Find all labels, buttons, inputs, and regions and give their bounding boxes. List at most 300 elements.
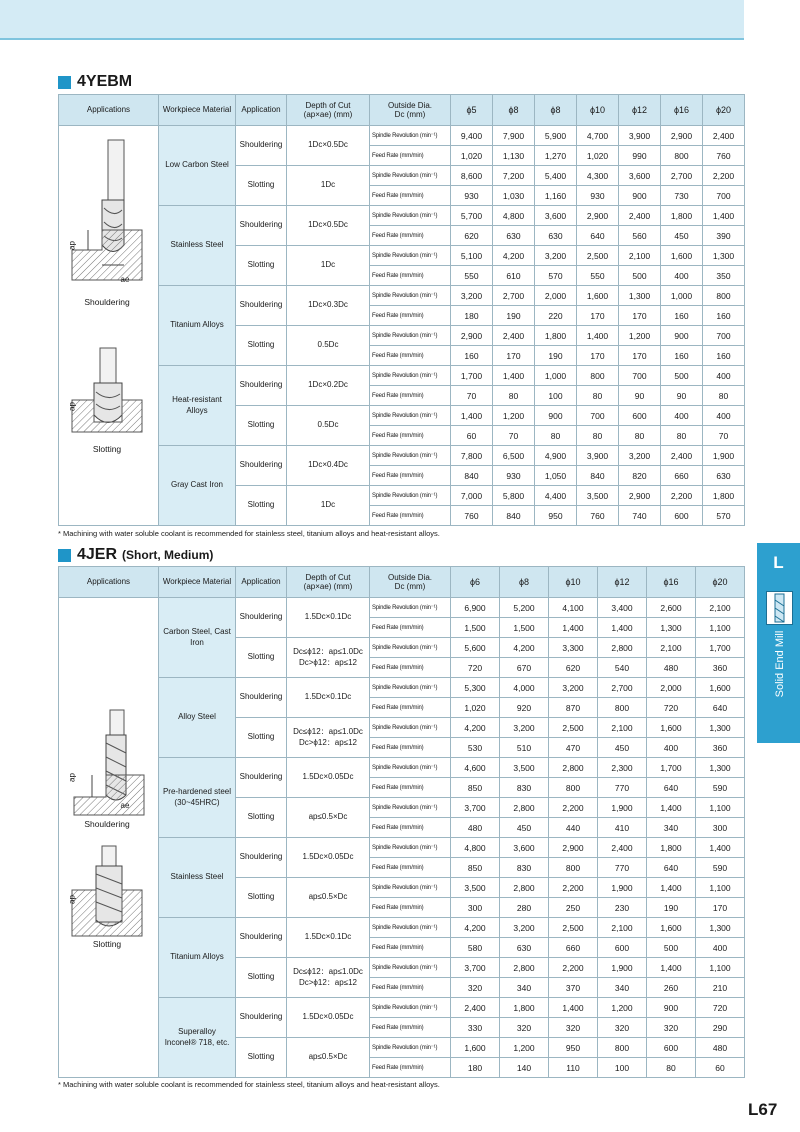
table-row: [59, 918, 745, 938]
depth-line: Dc>ϕ12：ap≤12: [298, 977, 357, 987]
spindle-value: 2,200: [661, 486, 703, 506]
category-side-tab[interactable]: [757, 543, 800, 743]
table-row: [59, 126, 745, 146]
ae-label: ae: [120, 275, 130, 284]
feed-value: 90: [619, 386, 661, 406]
section-marker-icon: [58, 76, 71, 89]
feed-value: 640: [647, 858, 696, 878]
feed-value: 760: [577, 506, 619, 526]
spindle-value: 2,400: [451, 998, 500, 1018]
depth-line: 1Dc×0.5Dc: [308, 140, 348, 150]
spindle-value: 3,400: [598, 598, 647, 618]
spindle-revolution-label: Spindle Revolution (min⁻¹): [370, 598, 451, 618]
application-cell: Shouldering: [236, 286, 287, 326]
depth-of-cut-cell: [287, 918, 370, 958]
spindle-revolution-label: Spindle Revolution (min⁻¹): [370, 126, 451, 146]
feed-rate-label: Feed Rate (mm/min): [370, 698, 451, 718]
header-depth-line1: Depth of Cut: [305, 572, 351, 582]
spindle-value: 700: [577, 406, 619, 426]
material-line: Pre-hardened steel: [162, 787, 232, 797]
depth-of-cut-cell: [287, 598, 370, 638]
table-row: [59, 598, 745, 618]
spindle-value: 1,000: [535, 366, 577, 386]
application-cell: Shouldering: [236, 598, 287, 638]
depth-of-cut-cell: [287, 206, 370, 246]
spindle-revolution-label: Spindle Revolution (min⁻¹): [370, 286, 451, 306]
spindle-value: 3,200: [619, 446, 661, 466]
feed-value: 400: [647, 738, 696, 758]
spindle-revolution-label: Spindle Revolution (min⁻¹): [370, 1038, 451, 1058]
feed-value: 1,020: [577, 146, 619, 166]
feed-value: 700: [703, 186, 745, 206]
spindle-value: 1,100: [696, 958, 745, 978]
material-line: Stainless Steel: [170, 872, 224, 882]
spindle-value: 3,500: [451, 878, 500, 898]
depth-of-cut-cell: [287, 446, 370, 486]
figure-label-shouldering: Shouldering: [84, 297, 130, 307]
depth-of-cut-cell: [287, 126, 370, 166]
feed-value: 480: [647, 658, 696, 678]
figure-label-slotting: Slotting: [92, 939, 122, 949]
feed-value: 90: [661, 386, 703, 406]
table-row: [59, 758, 745, 778]
depth-line: 1.5Dc×0.05Dc: [302, 772, 354, 782]
feed-value: 340: [647, 818, 696, 838]
feed-value: 290: [696, 1018, 745, 1038]
spindle-value: 5,100: [451, 246, 493, 266]
cutting-conditions-table-4jer: [58, 566, 745, 1078]
feed-value: 170: [619, 346, 661, 366]
feed-value: 250: [549, 898, 598, 918]
spindle-revolution-label: Spindle Revolution (min⁻¹): [370, 878, 451, 898]
feed-value: 340: [500, 978, 549, 998]
feed-value: 760: [451, 506, 493, 526]
header-diameter: ϕ16: [661, 95, 703, 126]
feed-value: 320: [598, 1018, 647, 1038]
depth-line: ap≤0.5×Dc: [308, 812, 348, 822]
feed-value: 500: [647, 938, 696, 958]
depth-line: 0.5Dc: [317, 340, 339, 350]
spindle-value: 2,200: [549, 958, 598, 978]
feed-value: 360: [696, 738, 745, 758]
header-diameter: ϕ10: [549, 567, 598, 598]
header-application: Application: [236, 567, 287, 598]
header-depth-of-cut: [287, 95, 370, 126]
spindle-value: 3,600: [619, 166, 661, 186]
feed-value: 170: [577, 346, 619, 366]
spindle-value: 700: [703, 326, 745, 346]
feed-value: 400: [661, 266, 703, 286]
spindle-value: 1,300: [696, 758, 745, 778]
feed-rate-label: Feed Rate (mm/min): [370, 1058, 451, 1078]
spindle-value: 3,200: [500, 918, 549, 938]
depth-line: Dc≤ϕ12：ap≤1.0Dc: [293, 647, 363, 657]
figure-label-slotting: Slotting: [92, 444, 122, 454]
feed-value: 320: [647, 1018, 696, 1038]
category-label: Solid End Mill: [774, 630, 786, 698]
feed-value: 550: [451, 266, 493, 286]
workpiece-material-cell: [159, 126, 236, 206]
workpiece-material-cell: [159, 758, 236, 838]
feed-value: 80: [619, 426, 661, 446]
applications-illustration-cell: [59, 598, 159, 1078]
spindle-value: 500: [661, 366, 703, 386]
spindle-value: 1,800: [703, 486, 745, 506]
feed-value: 630: [500, 938, 549, 958]
spindle-revolution-label: Spindle Revolution (min⁻¹): [370, 406, 451, 426]
header-od-line2: Dc (mm): [394, 110, 426, 119]
feed-value: 100: [598, 1058, 647, 1078]
feed-value: 800: [549, 778, 598, 798]
spindle-value: 800: [577, 366, 619, 386]
page-number: L67: [748, 1100, 778, 1119]
feed-value: 840: [577, 466, 619, 486]
spindle-value: 1,000: [661, 286, 703, 306]
spindle-value: 3,200: [500, 718, 549, 738]
feed-rate-label: Feed Rate (mm/min): [370, 306, 451, 326]
feed-value: 1,100: [696, 618, 745, 638]
section-title-4yebm: [58, 73, 132, 91]
header-diameter: ϕ20: [696, 567, 745, 598]
feed-value: 640: [647, 778, 696, 798]
depth-of-cut-cell: [287, 486, 370, 526]
application-cell: Slotting: [236, 406, 287, 446]
material-line: Alloys: [186, 405, 208, 415]
application-cell: Shouldering: [236, 366, 287, 406]
feed-value: 470: [549, 738, 598, 758]
header-od-line1: Outside Dia.: [387, 100, 433, 110]
feed-value: 510: [500, 738, 549, 758]
spindle-value: 7,000: [451, 486, 493, 506]
feed-value: 740: [619, 506, 661, 526]
feed-value: 600: [661, 506, 703, 526]
spindle-value: 2,400: [661, 446, 703, 466]
feed-value: 170: [696, 898, 745, 918]
spindle-value: 2,800: [500, 958, 549, 978]
feed-value: 1,400: [549, 618, 598, 638]
feed-value: 620: [451, 226, 493, 246]
spindle-value: 1,700: [451, 366, 493, 386]
spindle-value: 480: [696, 1038, 745, 1058]
depth-of-cut-cell: [287, 638, 370, 678]
feed-value: 900: [619, 186, 661, 206]
spindle-value: 1,700: [647, 758, 696, 778]
material-line: Alloy Steel: [178, 712, 216, 722]
coolant-note: * Machining with water soluble coolant is recommended for stainless steel, titanium alloys and heat-resistant alloys.: [58, 1080, 440, 1089]
spindle-value: 400: [703, 406, 745, 426]
feed-value: 330: [451, 1018, 500, 1038]
feed-value: 140: [500, 1058, 549, 1078]
feed-value: 800: [549, 858, 598, 878]
spindle-value: 3,300: [549, 638, 598, 658]
feed-value: 870: [549, 698, 598, 718]
feed-value: 60: [696, 1058, 745, 1078]
figure-label-shouldering: Shouldering: [84, 819, 130, 829]
feed-value: 300: [696, 818, 745, 838]
spindle-value: 2,900: [661, 126, 703, 146]
spindle-value: 2,500: [549, 718, 598, 738]
header-application: Application: [236, 95, 287, 126]
spindle-value: 2,800: [598, 638, 647, 658]
feed-value: 180: [451, 306, 493, 326]
section-title-text: 4YEBM: [77, 73, 133, 90]
table-row: [59, 678, 745, 698]
feed-value: 320: [549, 1018, 598, 1038]
header-diameter: ϕ8: [493, 95, 535, 126]
spindle-value: 4,300: [577, 166, 619, 186]
feed-value: 80: [493, 386, 535, 406]
shouldering-diagram-icon: [62, 130, 152, 290]
depth-line: 1Dc×0.4Dc: [308, 460, 348, 470]
feed-value: 70: [451, 386, 493, 406]
spindle-value: 2,000: [535, 286, 577, 306]
spindle-value: 2,600: [647, 598, 696, 618]
feed-value: 930: [493, 466, 535, 486]
spindle-value: 1,300: [619, 286, 661, 306]
header-depth-line2: (ap×ae) (mm): [303, 110, 353, 119]
feed-value: 410: [598, 818, 647, 838]
feed-value: 1,030: [493, 186, 535, 206]
depth-line: ap≤0.5×Dc: [308, 1052, 348, 1062]
spindle-value: 4,000: [500, 678, 549, 698]
spindle-value: 400: [661, 406, 703, 426]
feed-value: 170: [577, 306, 619, 326]
spindle-revolution-label: Spindle Revolution (min⁻¹): [370, 166, 451, 186]
table-row: [59, 366, 745, 386]
spindle-revolution-label: Spindle Revolution (min⁻¹): [370, 798, 451, 818]
spindle-revolution-label: Spindle Revolution (min⁻¹): [370, 366, 451, 386]
workpiece-material-cell: [159, 678, 236, 758]
feed-value: 160: [661, 346, 703, 366]
table-header-row: [59, 567, 745, 598]
feed-value: 630: [535, 226, 577, 246]
spindle-revolution-label: Spindle Revolution (min⁻¹): [370, 246, 451, 266]
spindle-value: 950: [549, 1038, 598, 1058]
feed-rate-label: Feed Rate (mm/min): [370, 266, 451, 286]
application-cell: Shouldering: [236, 838, 287, 878]
depth-of-cut-cell: [287, 406, 370, 446]
spindle-value: 3,900: [577, 446, 619, 466]
spindle-value: 4,200: [451, 918, 500, 938]
spindle-value: 900: [661, 326, 703, 346]
feed-value: 100: [535, 386, 577, 406]
section-title-4jer: [58, 546, 213, 564]
depth-line: 1.5Dc×0.1Dc: [304, 692, 352, 702]
feed-value: 280: [500, 898, 549, 918]
spindle-value: 4,400: [535, 486, 577, 506]
spindle-value: 1,900: [598, 878, 647, 898]
feed-value: 1,300: [647, 618, 696, 638]
application-cell: Slotting: [236, 246, 287, 286]
header-diameter: ϕ6: [451, 567, 500, 598]
feed-value: 840: [493, 506, 535, 526]
feed-value: 260: [647, 978, 696, 998]
spindle-value: 2,900: [619, 486, 661, 506]
table-header-row: [59, 95, 745, 126]
feed-value: 590: [696, 858, 745, 878]
feed-value: 1,270: [535, 146, 577, 166]
spindle-value: 3,500: [577, 486, 619, 506]
feed-value: 930: [577, 186, 619, 206]
application-cell: Slotting: [236, 1038, 287, 1078]
spindle-value: 5,300: [451, 678, 500, 698]
feed-value: 160: [661, 306, 703, 326]
spindle-value: 720: [696, 998, 745, 1018]
feed-value: 1,130: [493, 146, 535, 166]
spindle-value: 3,600: [500, 838, 549, 858]
spindle-value: 2,200: [549, 798, 598, 818]
feed-value: 630: [493, 226, 535, 246]
spindle-value: 2,900: [577, 206, 619, 226]
feed-value: 850: [451, 858, 500, 878]
spindle-value: 4,100: [549, 598, 598, 618]
material-line: Stainless Steel: [170, 240, 224, 250]
spindle-value: 2,000: [647, 678, 696, 698]
spindle-value: 1,400: [493, 366, 535, 386]
application-cell: Shouldering: [236, 918, 287, 958]
feed-value: 830: [500, 778, 549, 798]
feed-value: 570: [703, 506, 745, 526]
header-diameter: ϕ8: [535, 95, 577, 126]
spindle-revolution-label: Spindle Revolution (min⁻¹): [370, 998, 451, 1018]
feed-value: 370: [549, 978, 598, 998]
spindle-value: 900: [535, 406, 577, 426]
spindle-value: 1,600: [451, 1038, 500, 1058]
depth-line: ap≤0.5×Dc: [308, 892, 348, 902]
feed-value: 440: [549, 818, 598, 838]
ap-label: ap: [67, 895, 77, 904]
workpiece-material-cell: [159, 918, 236, 998]
spindle-value: 2,400: [703, 126, 745, 146]
spindle-value: 3,600: [535, 206, 577, 226]
spindle-value: 4,200: [500, 638, 549, 658]
material-line: Low Carbon Steel: [165, 160, 229, 170]
ap-label: ap: [67, 241, 77, 250]
header-workpiece-material: Workpiece Material: [159, 95, 236, 126]
depth-line: 1Dc×0.3Dc: [308, 300, 348, 310]
depth-of-cut-cell: [287, 798, 370, 838]
material-line: Titanium Alloys: [170, 952, 224, 962]
spindle-value: 700: [619, 366, 661, 386]
feed-value: 640: [696, 698, 745, 718]
spindle-value: 4,800: [493, 206, 535, 226]
feed-value: 450: [598, 738, 647, 758]
feed-value: 70: [703, 426, 745, 446]
feed-rate-label: Feed Rate (mm/min): [370, 1018, 451, 1038]
spindle-revolution-label: Spindle Revolution (min⁻¹): [370, 446, 451, 466]
header-diameter: ϕ12: [598, 567, 647, 598]
spindle-revolution-label: Spindle Revolution (min⁻¹): [370, 678, 451, 698]
spindle-value: 1,400: [696, 838, 745, 858]
depth-line: 1Dc×0.5Dc: [308, 220, 348, 230]
spindle-value: 4,600: [451, 758, 500, 778]
feed-value: 1,020: [451, 146, 493, 166]
feed-value: 340: [598, 978, 647, 998]
depth-of-cut-cell: [287, 286, 370, 326]
header-diameter: ϕ10: [577, 95, 619, 126]
application-cell: Slotting: [236, 958, 287, 998]
depth-of-cut-cell: [287, 958, 370, 998]
header-outside-dia: [370, 95, 451, 126]
feed-value: 920: [500, 698, 549, 718]
spindle-value: 3,700: [451, 798, 500, 818]
spindle-revolution-label: Spindle Revolution (min⁻¹): [370, 326, 451, 346]
application-cell: Shouldering: [236, 758, 287, 798]
feed-rate-label: Feed Rate (mm/min): [370, 738, 451, 758]
feed-rate-label: Feed Rate (mm/min): [370, 146, 451, 166]
feed-value: 80: [577, 386, 619, 406]
feed-value: 550: [577, 266, 619, 286]
spindle-value: 1,400: [703, 206, 745, 226]
application-cell: Shouldering: [236, 446, 287, 486]
slotting-diagram-icon: [62, 340, 152, 440]
feed-value: 170: [493, 346, 535, 366]
depth-line: 0.5Dc: [317, 420, 339, 430]
feed-value: 160: [703, 306, 745, 326]
spindle-value: 1,600: [577, 286, 619, 306]
feed-value: 190: [647, 898, 696, 918]
feed-value: 390: [703, 226, 745, 246]
feed-value: 840: [451, 466, 493, 486]
spindle-value: 9,400: [451, 126, 493, 146]
depth-line: Dc>ϕ12：ap≤12: [298, 737, 357, 747]
spindle-value: 2,200: [549, 878, 598, 898]
depth-line: Dc≤ϕ12：ap≤1.0Dc: [293, 967, 363, 977]
feed-value: 820: [619, 466, 661, 486]
section-subtitle-text: (Short, Medium): [122, 548, 214, 562]
workpiece-material-cell: [159, 838, 236, 918]
spindle-value: 2,800: [500, 798, 549, 818]
depth-of-cut-cell: [287, 838, 370, 878]
table-row: [59, 446, 745, 466]
spindle-value: 5,600: [451, 638, 500, 658]
header-od-line2: Dc (mm): [394, 582, 426, 591]
feed-rate-label: Feed Rate (mm/min): [370, 818, 451, 838]
feed-value: 850: [451, 778, 500, 798]
feed-value: 480: [451, 818, 500, 838]
material-line: Heat-resistant: [172, 395, 222, 405]
feed-value: 830: [500, 858, 549, 878]
material-line: Inconel® 718, etc.: [164, 1037, 230, 1047]
spindle-revolution-label: Spindle Revolution (min⁻¹): [370, 718, 451, 738]
spindle-value: 1,600: [661, 246, 703, 266]
depth-of-cut-cell: [287, 998, 370, 1038]
header-diameter: ϕ5: [451, 95, 493, 126]
feed-value: 600: [598, 938, 647, 958]
feed-value: 220: [535, 306, 577, 326]
spindle-value: 1,900: [703, 446, 745, 466]
feed-value: 400: [696, 938, 745, 958]
depth-of-cut-cell: [287, 1038, 370, 1078]
depth-line: Dc>ϕ12：ap≤12: [298, 657, 357, 667]
feed-rate-label: Feed Rate (mm/min): [370, 898, 451, 918]
feed-value: 760: [703, 146, 745, 166]
feed-value: 160: [703, 346, 745, 366]
spindle-value: 6,900: [451, 598, 500, 618]
workpiece-material-cell: [159, 998, 236, 1078]
header-diameter: ϕ20: [703, 95, 745, 126]
application-cell: Slotting: [236, 166, 287, 206]
feed-value: 170: [619, 306, 661, 326]
depth-line: 1.5Dc×0.05Dc: [302, 1012, 354, 1022]
spindle-value: 2,900: [549, 838, 598, 858]
feed-value: 720: [451, 658, 500, 678]
feed-value: 800: [661, 146, 703, 166]
depth-line: 1Dc: [320, 180, 336, 190]
spindle-value: 1,600: [647, 718, 696, 738]
section-marker-icon: [58, 549, 71, 562]
spindle-value: 1,100: [696, 798, 745, 818]
